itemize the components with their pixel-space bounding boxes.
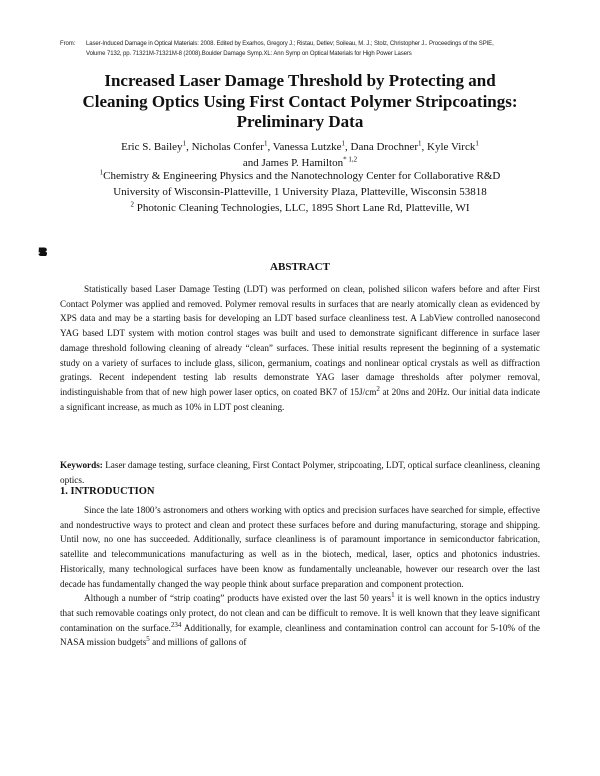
author-name: Nicholas Confer [191,141,264,153]
keywords-label: Keywords: [60,460,103,470]
author-sup: 1 [263,139,268,148]
author-sup: 1 [341,139,346,148]
abstract-heading: ABSTRACT [270,261,330,273]
intro-paragraph-1: Since the late 1800’s astronomers and others working with optics and precision surfaces have searched for simple, effective and nondestructive ways to protect and clean and protect these surfaces before and during manufacturing, storage and shipping. Until now, no one has succeeded. Additionally, surface cleanliness is of paramount importance in semiconductor fabrication, satellite and telecommunications manufacturing as well as in the biotech, medical, laser, optics and photonics industries. Historically, many technological surfaces have been know as fundamentally uncleanable, however our research over the last decade has fundamentally changed the way people think about surface preparation and component protection. [60,505,540,589]
title-line-3: Preliminary Data [236,112,364,131]
affil-text: Photonic Cleaning Technologies, LLC, 1895 Short Lane Rd, Platteville, WI [136,202,470,214]
author-sep: , [345,141,351,153]
overlapped-zip-mark: 53818 [38,245,42,259]
author-sep: , [186,141,192,153]
ref-sup: 5 [146,635,150,644]
author-name: Kyle Virck [427,141,476,153]
intro-text: and millions of gallons of [149,637,247,648]
abstract-sup: 2 [376,384,380,393]
ref-sup: 234 [170,620,182,629]
title-line-1: Increased Laser Damage Threshold by Protecting and [104,71,496,90]
introduction-body [60,503,540,650]
from-label: From: [60,41,76,47]
author-name: Dana Drochner [350,141,419,153]
citation-line-1: Laser-Induced Damage in Optical Materials: 2008. Edited by Exarhos, Gregory J.; Ristau, Detlev; Soileau, M. J.; Stolz, Christopher J.. Proceedings of the SPIE, [86,41,494,47]
abstract-body [60,282,540,414]
author-sep: , [421,141,428,153]
paper-title [60,71,540,133]
author-name: and James P. Hamilton [242,157,344,169]
ref-sup: 1 [391,591,395,600]
affiliations [60,168,540,216]
affiliation-1-line-1 [60,168,540,184]
intro-text: Additionally, for example, cleanliness and contamination control can account for 5-10% of the NASA mission budgets [60,622,541,648]
abstract-text: Statistically based Laser Damage Testing (LDT) was performed on clean, polished silicon wafers before and after First Contact Polymer was applied and removed. Polymer removal results in surfaces that are nearly atomically clean as evidenced by XPS data and may be a starting basis for developing an LDT based surface cleanliness test. A LabView controlled nanosecond YAG based LDT system with motion control stages was built and used to demonstrate significant difference in surface laser damage threshold following cleaning of already “clean” surfaces. These initial results represent the beginning of a systematic study on a variety of surfaces to include glass, silicon, germanium, coatings and nonlinear optical crystals as well as diffraction gratings. Recent independent testing lab results demonstrate YAG laser damage thresholds after polymer removal, indistinguishable from that of new high power laser optics, on coated BK7 of 15J/cm [60,284,540,397]
section-heading-introduction: 1. INTRODUCTION [60,486,155,497]
intro-text: it is well known in the optics industry that such removable coatings only protect, do not clean and can be difficult to remove. It is well known that they leave significant contamination on the surface. [60,593,540,633]
intro-text: Although a number of “strip coating” products have existed over the last 50 years [84,593,392,604]
author-name: Eric S. Bailey [121,141,183,153]
author-name: Vanessa Lutzke [272,141,342,153]
intro-paragraph-2 [60,591,540,650]
title-line-2: Cleaning Optics Using First Contact Polymer Stripcoatings: [82,91,518,111]
affil-text: Chemistry & Engineering Physics and the Nanotechnology Center for Collaborative R&D [103,170,501,182]
keywords-text: Laser damage testing, surface cleaning, First Contact Polymer, stripcoating, LDT, optical surface cleanliness, cleaning optics. [60,460,540,485]
keywords [60,458,540,487]
affil-sup: 1 [99,168,104,177]
author-list [60,139,540,171]
author-sup: 1 [418,139,422,148]
abstract-text-tail: at 20ns and 20Hz. Our initial data indicate a significant increase, as much as 10% in LDT post cleaning. [60,386,540,412]
author-line-1 [60,139,540,155]
affil-sup: 2 [130,200,134,209]
author-sup: 1 [182,139,187,148]
author-sup: 1 [475,139,479,148]
affiliation-1-line-2: University of Wisconsin-Platteville, 1 University Plaza, Platteville, Wisconsin 53818 [113,186,487,198]
author-sep: , [267,141,273,153]
citation-line-2: Volume 7132, pp. 71321M-71321M-8 (2008).Boulder Damage Symp.XL: Ann Symp on Optical Materials for High Power Lasers [86,50,412,57]
citation-header [60,40,560,59]
affiliation-2 [60,200,540,216]
author-sup: * 1,2 [343,155,358,164]
